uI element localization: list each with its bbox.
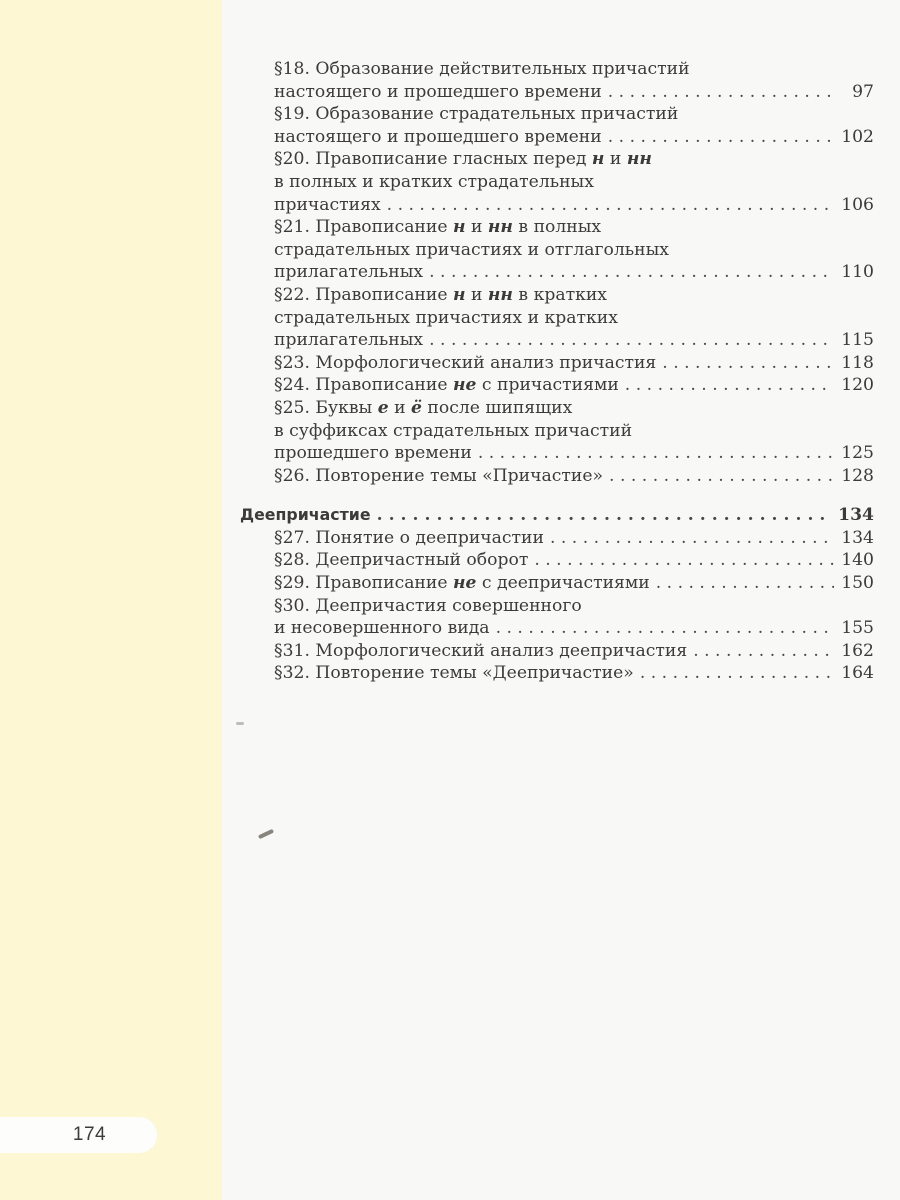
toc-entry-title: §24. Правописание не с причастиями [274,375,619,396]
toc-entry-20[interactable] [240,148,874,216]
toc-entry-title: §26. Повторение темы «Причастие» [274,465,604,486]
toc-entry-24[interactable] [240,374,874,397]
toc-entry-title: §21. Правописание н и нн в полных [274,217,602,238]
toc-entry-25[interactable] [240,397,874,465]
toc-entry-title: прилагательных [274,262,424,283]
print-smudge [258,829,274,839]
emphasized-letter: е [377,397,389,418]
toc-entry-title: причастиях [274,194,381,215]
toc-page-number: 140 [841,550,874,571]
toc-page-number: 134 [838,505,874,526]
toc-page-number: 97 [852,81,874,102]
toc-entry-21[interactable] [240,216,874,284]
emphasized-word: не [452,375,477,396]
toc-page-number: 155 [841,618,874,639]
emphasized-word: не [452,573,477,594]
toc-entry-title: в полных и кратких страдательных [274,171,594,192]
toc-entry-title: §31. Морфологический анализ деепричастия [274,640,688,661]
toc-page-number: 128 [841,465,874,486]
toc-entry-23[interactable] [240,352,874,375]
toc-entry-title: §22. Правописание н и нн в кратких [274,284,607,305]
toc-page-number: 162 [841,640,874,661]
toc-entry-27[interactable] [240,527,874,550]
toc-entry-title: §29. Правописание не с деепричастиями [274,573,650,594]
table-of-contents [240,58,874,685]
dot-leader [550,527,834,550]
toc-page-number: 115 [841,330,874,351]
toc-section-title: Деепричастие [240,505,371,525]
toc-entry-title: §20. Правописание гласных перед н и нн [274,149,652,170]
toc-page-number: 125 [841,443,874,464]
toc-entry-title: страдательных причастиях и отглагольных [274,239,669,260]
toc-entry-title: и несовершенного вида [274,618,490,639]
dot-leader [693,640,834,663]
toc-entry-19[interactable] [240,103,874,148]
dot-leader [534,549,834,572]
dot-leader [478,442,834,465]
emphasized-letter: н [452,284,466,305]
emphasized-letter: н [452,217,466,238]
dot-leader [429,261,834,284]
dot-leader [625,374,834,397]
toc-entry-28[interactable] [240,549,874,572]
toc-entry-title: §25. Буквы е и ё после шипящих [274,397,573,418]
toc-page-number: 110 [841,262,874,283]
toc-page-number: 106 [841,194,874,215]
toc-entry-title: страдательных причастиях и кратких [274,307,618,328]
toc-entry-title: настоящего и прошедшего времени [274,126,602,147]
emphasized-letter: нн [487,217,513,238]
dot-leader [656,572,834,595]
dot-leader [662,352,834,375]
toc-entry-18[interactable] [240,58,874,103]
page-number: 174 [72,1124,107,1145]
emphasized-letter: нн [487,284,513,305]
toc-entry-title: §30. Деепричастия совершенного [274,595,582,616]
dot-leader [608,81,834,104]
toc-entry-title: §23. Морфологический анализ причастия [274,352,657,373]
toc-entry-title: §28. Деепричастный оборот [274,550,529,571]
dot-leader [387,194,834,217]
dot-leader [496,617,834,640]
toc-entry-title: прилагательных [274,330,424,351]
toc-entry-title: §32. Повторение темы «Деепричастие» [274,663,634,684]
toc-entry-title: §18. Образование действительных причастий [274,59,690,79]
emphasized-letter: ё [411,397,422,418]
toc-entry-30[interactable] [240,595,874,640]
dot-leader [429,329,834,352]
toc-page-number: 150 [841,573,874,594]
emphasized-letter: нн [626,149,652,170]
toc-page-number: 102 [841,126,874,147]
toc-page-number: 134 [841,527,874,548]
dot-leader [377,504,833,527]
dot-leader [609,465,834,488]
toc-page-number: 120 [841,375,874,396]
toc-entry-title: §27. Понятие о деепричастии [274,527,544,548]
toc-entry-title: прошедшего времени [274,443,472,464]
toc-entry-29[interactable] [240,572,874,595]
dot-leader [640,662,834,685]
toc-section-deeprichastie[interactable] [240,504,874,527]
toc-entry-31[interactable] [240,640,874,663]
toc-entry-title: в суффиксах страдательных причастий [274,420,633,441]
print-smudge [236,722,244,725]
toc-entry-26[interactable] [240,465,874,488]
toc-page-number: 164 [841,663,874,684]
toc-entry-22[interactable] [240,284,874,352]
emphasized-letter: н [591,149,605,170]
dot-leader [608,126,834,149]
page-number-tab [0,1117,157,1153]
margin-color-strip [0,0,222,1200]
toc-entry-32[interactable] [240,662,874,685]
toc-entry-title: настоящего и прошедшего времени [274,81,602,102]
toc-page-number: 118 [841,352,874,373]
toc-entry-title: §19. Образование страдательных причастий [274,104,679,125]
